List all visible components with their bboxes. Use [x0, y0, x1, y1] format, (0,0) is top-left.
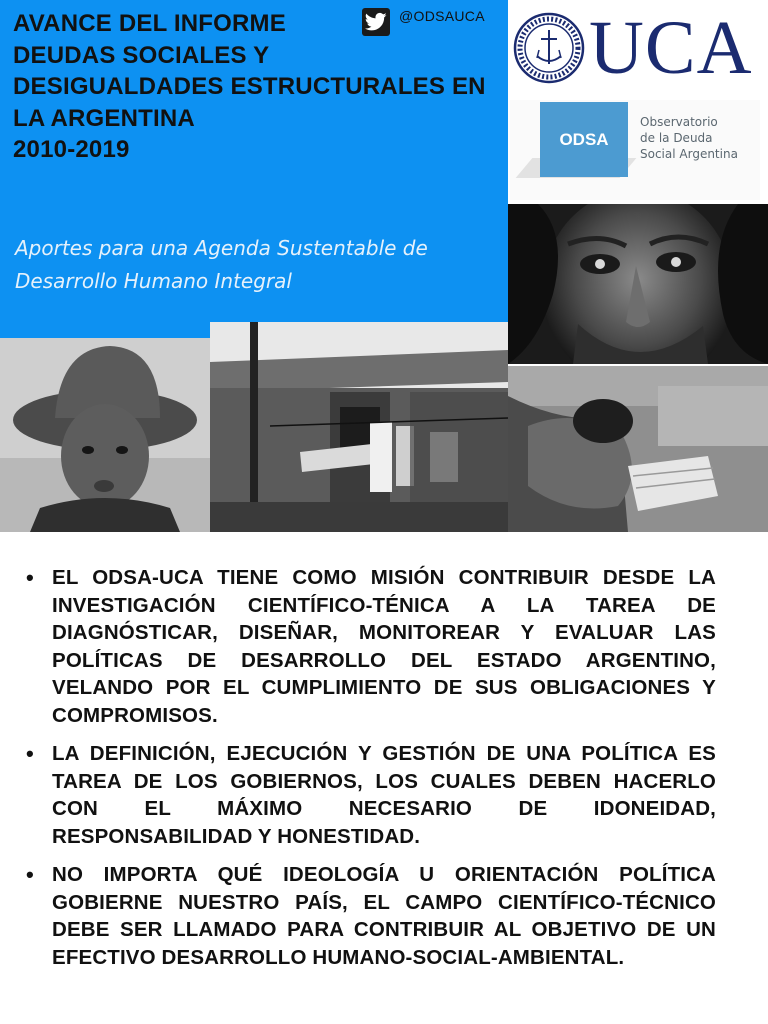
title-line: 2010-2019: [13, 136, 130, 163]
odsa-logo: [510, 100, 760, 200]
uca-logo: [513, 6, 753, 90]
title-line: DESIGUALDADES ESTRUCTURALES EN: [13, 73, 486, 100]
odsa-name-line: de la Deuda: [640, 131, 713, 145]
subtitle-line: Desarrollo Humano Integral: [15, 269, 292, 293]
twitter-icon[interactable]: [362, 8, 390, 36]
odsa-full-name: [640, 114, 738, 162]
title-line: LA ARGENTINA: [13, 104, 195, 132]
odsa-badge: [540, 102, 628, 177]
shanty-house-photo: [210, 322, 508, 532]
mission-bullet-list: [26, 564, 716, 982]
odsa-badge-label: ODSA: [559, 130, 609, 149]
odsa-name-line: Social Argentina: [640, 147, 738, 161]
bullet-text: EL ODSA-UCA TIENE COMO MISIÓN CONTRIBUIR DESDE LA INVESTIGACIÓN CIENTÍFICO-TÉNICA A LA TAREA DE DIAGNÓSTICAR, DISEÑAR, MONITOREAR Y EVALUAR LAS POLÍTICAS DE DESARROLLO DEL ESTADO ARGENTINO, VELANDO POR EL CUMPLIMIENTO DE SUS OBLIGACIONES Y COMPROMISOS.: [52, 566, 716, 727]
elderly-man-face-photo: [508, 204, 768, 364]
header-panel: [0, 0, 508, 338]
bullet-text: NO IMPORTA QUÉ IDEOLOGÍA U ORIENTACIÓN POLÍTICA GOBIERNE NUESTRO PAÍS, EL CAMPO CIENTÍFICO-TÉCNICO DEBE SER LLAMADO PARA CONTRIBUIR AL OBJETIVO DE UN EFECTIVO DESARROLLO HUMANO-SOCIAL-AMBIENTAL.: [52, 863, 716, 969]
title-line: DEUDAS SOCIALES Y: [13, 41, 270, 69]
twitter-handle[interactable]: @ODSAUCA: [399, 8, 485, 24]
report-subtitle: [15, 232, 505, 298]
uca-seal-icon: [513, 12, 585, 84]
uca-wordmark: UCA: [589, 6, 753, 90]
list-item: [26, 861, 716, 971]
bullet-text: LA DEFINICIÓN, EJECUCIÓN Y GESTIÓN DE UNA POLÍTICA ES TAREA DE LOS GOBIERNOS, LOS CUALES DEBEN HACERLO CON EL MÁXIMO NECESARIO DE IDONEIDAD, RESPONSABILIDAD Y HONESTIDAD.: [52, 742, 716, 848]
list-item: [26, 564, 716, 729]
bullet-icon: •: [26, 741, 34, 766]
list-item: [26, 740, 716, 850]
report-title: [13, 8, 508, 166]
person-on-ground-photo: [508, 366, 768, 532]
bullet-icon: •: [26, 862, 34, 887]
bullet-icon: •: [26, 565, 34, 590]
subtitle-line: Aportes para una Agenda Sustentable de: [15, 236, 428, 260]
title-line: AVANCE DEL INFORME: [13, 10, 286, 37]
child-with-hat-photo: [0, 338, 210, 532]
odsa-name-line: Observatorio: [640, 115, 718, 129]
